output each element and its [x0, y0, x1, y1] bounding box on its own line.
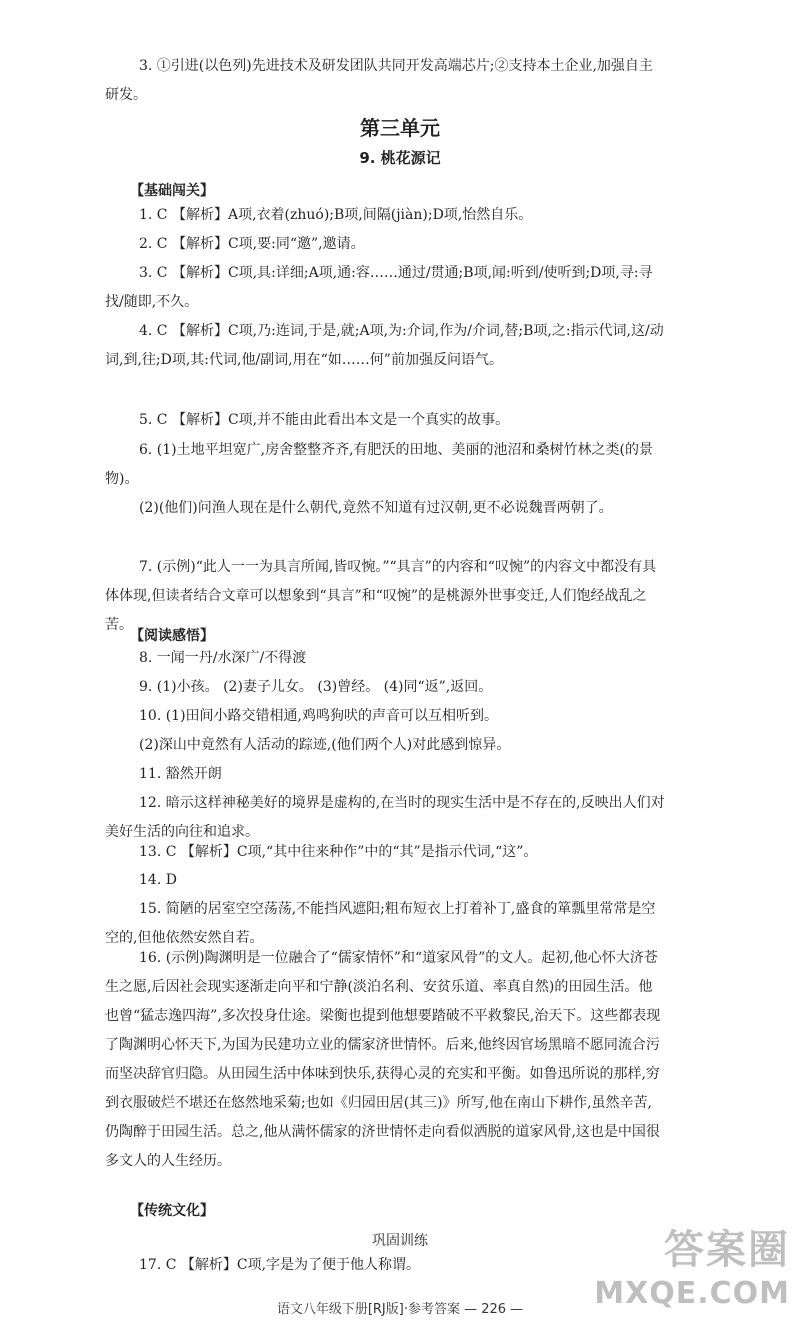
- answer-r10-1: 10. (1)田间小路交错相通,鸡鸣狗吠的声音可以互相听到。: [139, 708, 498, 724]
- section-tradition: 【传统文化】: [130, 1203, 214, 1219]
- answer-q3: 3. ①引进(以色列)先进技术及研发团队共同开发高端芯片;②支持本土企业,加强自主研发。: [105, 58, 653, 103]
- answer-b6-1: 6. (1)土地平坦宽广,房舍整整齐齐,有肥沃的田地、美丽的池沼和桑树竹林之类(的景物)。: [105, 442, 653, 487]
- consolidate-heading: 巩固训练: [372, 1233, 428, 1249]
- page-footer: 语文八年级下册[RJ版]·参考答案 — 226 —: [276, 1302, 524, 1317]
- lesson-title: 9. 桃花源记: [359, 149, 441, 167]
- answer-t17: 17. C 【解析】C项,字是为了便于他人称谓。: [139, 1257, 421, 1273]
- answer-r14: 14. D: [139, 872, 177, 888]
- answer-r11: 11. 豁然开朗: [139, 766, 222, 782]
- answer-b4: 4. C 【解析】C项,乃:连词,于是,就;A项,为:介词,作为/介词,替;B项,之:指示代词,这/动词,到,往;D项,其:代词,他/副词,用在“如……何”前加强反问语气。: [105, 323, 664, 368]
- answer-r8: 8. 一闻一丹/水深广/不得渡: [139, 650, 307, 666]
- answer-r16: 16. (示例)陶渊明是一位融合了“儒家情怀”和“道家风骨”的文人。起初,他心怀大济苍生之愿,后因社会现实逐渐走向平和宁静(淡泊名利、安贫乐道、率真自然)的田园生活。他也曾“猛志逸四海”,多次投身仕途。梁衡也提到他想要踏破不平救黎民,治天下。这些都表现了陶渊明心怀天下,为国为民建功立业的儒家济世情怀。后来,他终因官场黑暗不愿同流合污而坚决辞官归隐。从田园生活中体味到快乐,获得心灵的充实和平衡。如鲁迅所说的那样,穷到衣服破烂不堪还在悠然地采菊;也如《归园田居(其三)》所写,他在南山下耕作,虽然辛苦,仍陶醉于田园生活。总之,他从满怀儒家的济世情怀走向看似洒脱的道家风骨,这也是中国很多文人的人生经历。: [105, 950, 661, 1169]
- watermark-top-text: 答案圈: [664, 1227, 790, 1273]
- answer-b5: 5. C 【解析】C项,并不能由此看出本文是一个真实的故事。: [139, 412, 510, 428]
- answer-b6-2: (2)(他们)问渔人现在是什么朝代,竟然不知道有过汉朝,更不必说魏晋两朝了。: [139, 500, 613, 516]
- answer-b7: 7. (示例)“此人一一为具言所闻,皆叹惋。”“具言”的内容和“叹惋”的内容文中都没有具体体现,但读者结合文章可以想象到“具言”和“叹惋”的是桃源外世事变迁,人们饱经战乱之苦。: [105, 559, 657, 633]
- answer-b3: 3. C 【解析】C项,具:详细;A项,通:容……通过/贯通;B项,闻:听到/使听到;D项,寻:寻找/随即,不久。: [105, 265, 653, 310]
- answer-r13: 13. C 【解析】C项,“其中往来种作”中的“其”是指示代词,“这”。: [139, 844, 538, 860]
- section-basic: 【基础闯关】: [130, 183, 214, 199]
- watermark-bottom-text: MXQE.COM: [594, 1276, 790, 1311]
- section-reading: 【阅读感悟】: [130, 628, 214, 644]
- answer-b2: 2. C 【解析】C项,要:同“邀”,邀请。: [139, 236, 365, 252]
- answer-r15: 15. 简陋的居室空空荡荡,不能挡风遮阳;粗布短衣上打着补丁,盛食的箪瓢里常常是空空的,但他依然安然自若。: [105, 901, 656, 946]
- answer-r10-2: (2)深山中竟然有人活动的踪迹,(他们两个人)对此感到惊异。: [139, 737, 511, 753]
- answer-b1: 1. C 【解析】A项,衣着(zhuó);B项,间隔(jiàn);D项,怡然自乐。: [139, 207, 533, 223]
- answer-r12: 12. 暗示这样神秘美好的境界是虚构的,在当时的现实生活中是不存在的,反映出人们对美好生活的向往和追求。: [105, 795, 665, 840]
- answer-r9: 9. (1)小孩。 (2)妻子儿女。 (3)曾经。 (4)同“返”,返回。: [139, 679, 493, 695]
- unit-title: 第三单元: [360, 116, 440, 140]
- watermark-logo: [585, 1218, 790, 1318]
